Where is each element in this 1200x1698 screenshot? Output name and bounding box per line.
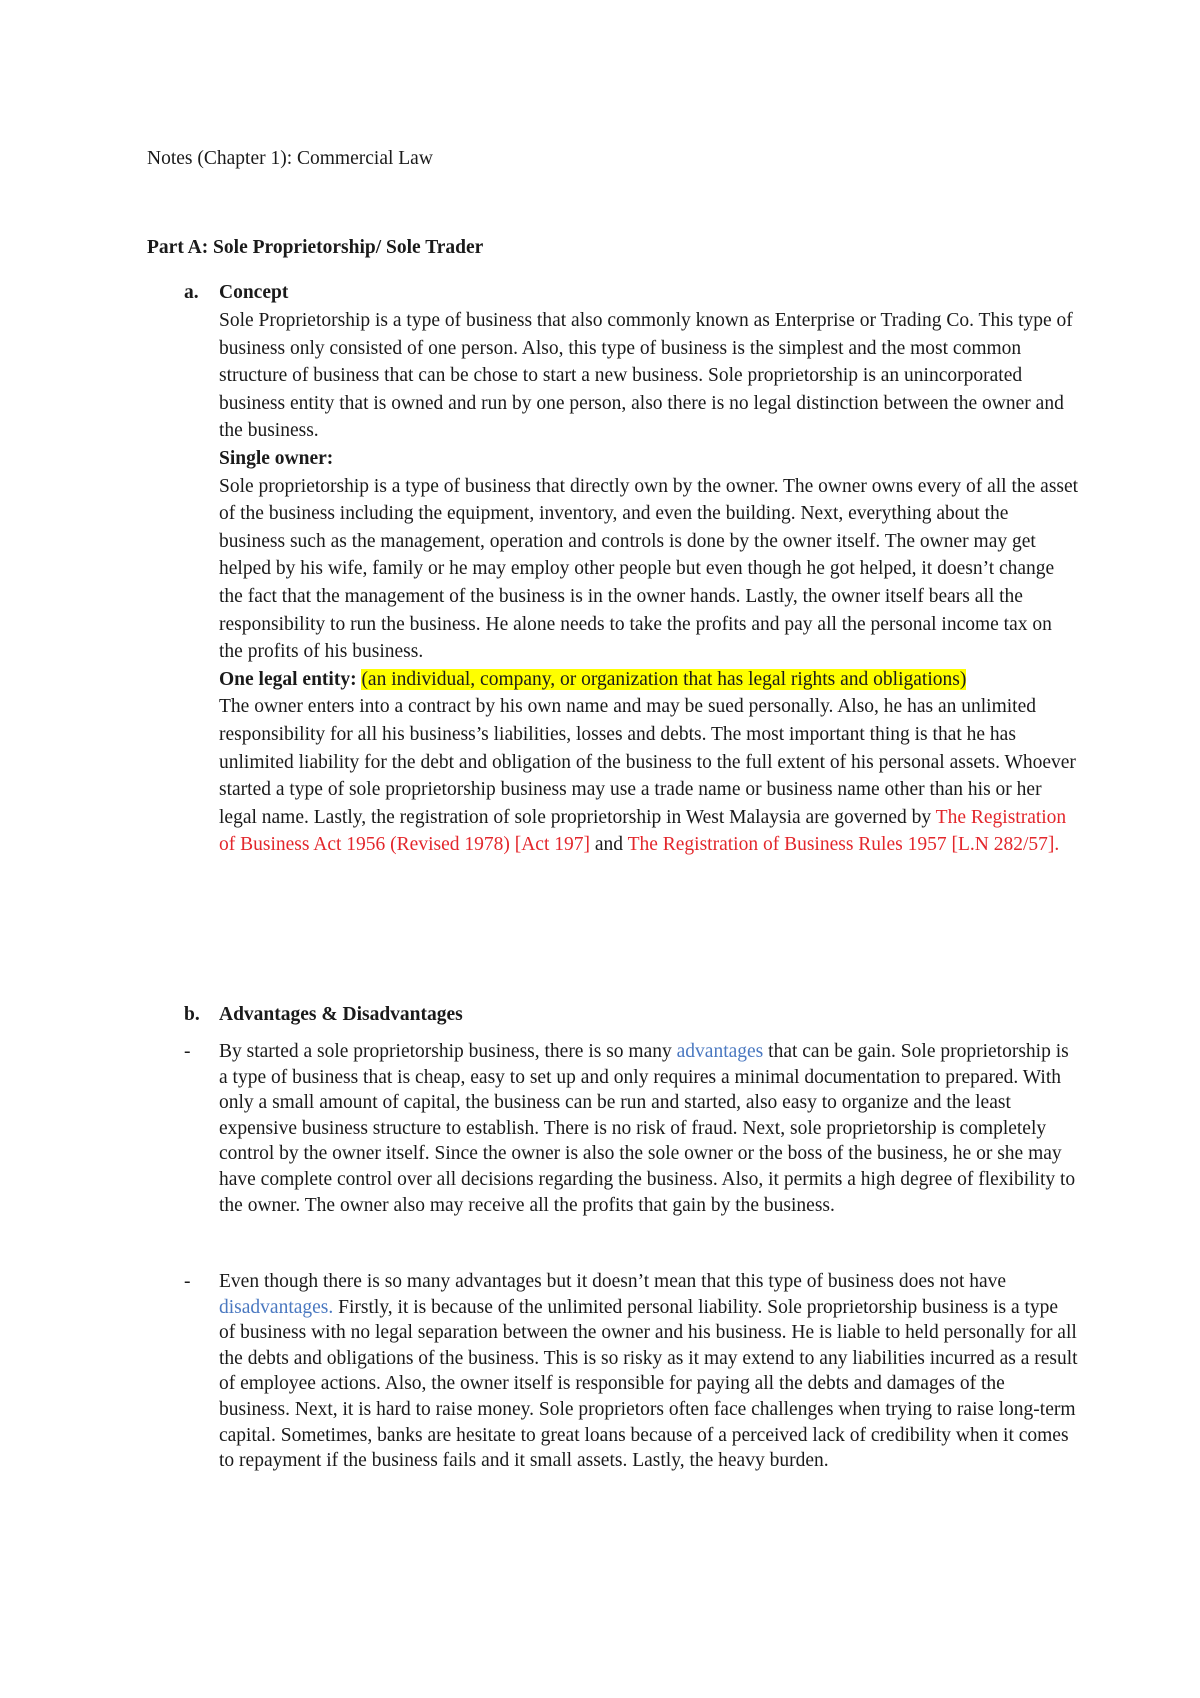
single-owner-heading: Single owner: xyxy=(219,447,334,469)
section-a-body xyxy=(219,307,1079,859)
section-b-marker: b. xyxy=(184,1004,200,1025)
legal-entity-definition: (an individual, company, or organization that has legal rights and obligations) xyxy=(361,668,967,690)
part-a-heading: Part A: Sole Proprietorship/ Sole Trader xyxy=(147,237,484,258)
section-a-heading: Concept xyxy=(219,282,289,303)
act-reference-2: The Registration of Business Rules 1957 [L.N 282/57] xyxy=(627,834,1055,856)
legal-entity-paragraph xyxy=(219,693,1079,859)
bullet-dash-advantages: - xyxy=(184,1041,191,1062)
section-b-heading: Advantages & Disadvantages xyxy=(219,1004,463,1025)
concept-paragraph: Sole Proprietorship is a type of business that also commonly known as Enterprise or Trading Co. This type of business only consisted of one person. Also, this type of business is the simplest and the most common structure of business that can be chose to start a new business. Sole proprietorship is an unincorporated business entity that is owned and run by one person, also there is no legal distinction between the owner and the business. xyxy=(219,310,1073,442)
advantages-text-start: By started a sole proprietorship business, there is so many xyxy=(219,1041,677,1062)
section-a-marker: a. xyxy=(184,282,199,303)
disadvantages-text-end: Firstly, it is because of the unlimited personal liability. Sole proprietorship business is a type of business with no legal separation between the owner and his business. He is liable to held personally for all the debts and obligations of the business. This is so risky as it may extend to any liabilities incurred as a result of employee actions. Also, the owner itself is responsible for paying all the debts and damages of the business. Next, it is hard to raise money. Sole proprietors often face challenges when trying to raise long-term capital. Sometimes, banks are hesitate to great loans because of a perceived lack of credibility when it comes to repayment if the business fails and it small assets. Lastly, the heavy burden. xyxy=(219,1296,1078,1472)
disadvantages-text-start: Even though there is so many advantages but it doesn’t mean that this type of business does not have xyxy=(219,1271,1007,1292)
act-reference-1: The Registration of Business Act 1956 (Revised 1978) [Act 197] xyxy=(219,806,1067,856)
document-title: Notes (Chapter 1): Commercial Law xyxy=(147,148,433,169)
act-reference-period: . xyxy=(1054,834,1060,856)
legal-entity-heading: One legal entity: xyxy=(219,668,357,690)
legal-entity-text: The owner enters into a contract by his own name and may be sued personally. Also, he has an unlimited responsibility for all his business’s liabilities, losses and debts. The most important thing is that he has unlimited liability for the debt and obligation of the business to the full extent of his personal assets. Whoever started a type of sole proprietorship business may use a trade name or business name other than his or her legal name. Lastly, the registration of sole proprietorship in West Malaysia are governed by xyxy=(219,696,1076,828)
single-owner-paragraph: Sole proprietorship is a type of business that directly own by the owner. The owner owns every of all the asset of the business including the equipment, inventory, and even the building. Next, everything about the business such as the management, operation and controls is done by the owner itself. The owner may get helped by his wife, family or he may employ other people but even though he got helped, it doesn’t change the fact that the management of the business is in the owner hands. Lastly, the owner itself bears all the responsibility to run the business. He alone needs to take the profits and pay all the personal income tax on the profits of his business. xyxy=(219,475,1079,663)
bullet-dash-disadvantages: - xyxy=(184,1271,191,1292)
disadvantages-paragraph xyxy=(219,1269,1079,1474)
advantages-paragraph xyxy=(219,1039,1079,1218)
legal-entity-heading-line xyxy=(219,666,1079,694)
disadvantages-keyword: disadvantages. xyxy=(219,1296,334,1318)
advantages-text-end: that can be gain. Sole proprietorship is a type of business that is cheap, easy to set up and only requires a minimal documentation to prepared. With only a small amount of capital, the business can be run and started, also easy to organize and the least expensive business structure to establish. There is no risk of fraud. Next, sole proprietorship is completely control by the owner itself. Since the owner is also the sole owner or the boss of the business, he or she may have complete control over all decisions regarding the business. Also, it permits a high degree of flexibility to the owner. The owner also may receive all the profits that gain by the business. xyxy=(219,1041,1076,1216)
conjunction-text: and xyxy=(590,834,628,856)
advantages-keyword: advantages xyxy=(676,1041,764,1062)
